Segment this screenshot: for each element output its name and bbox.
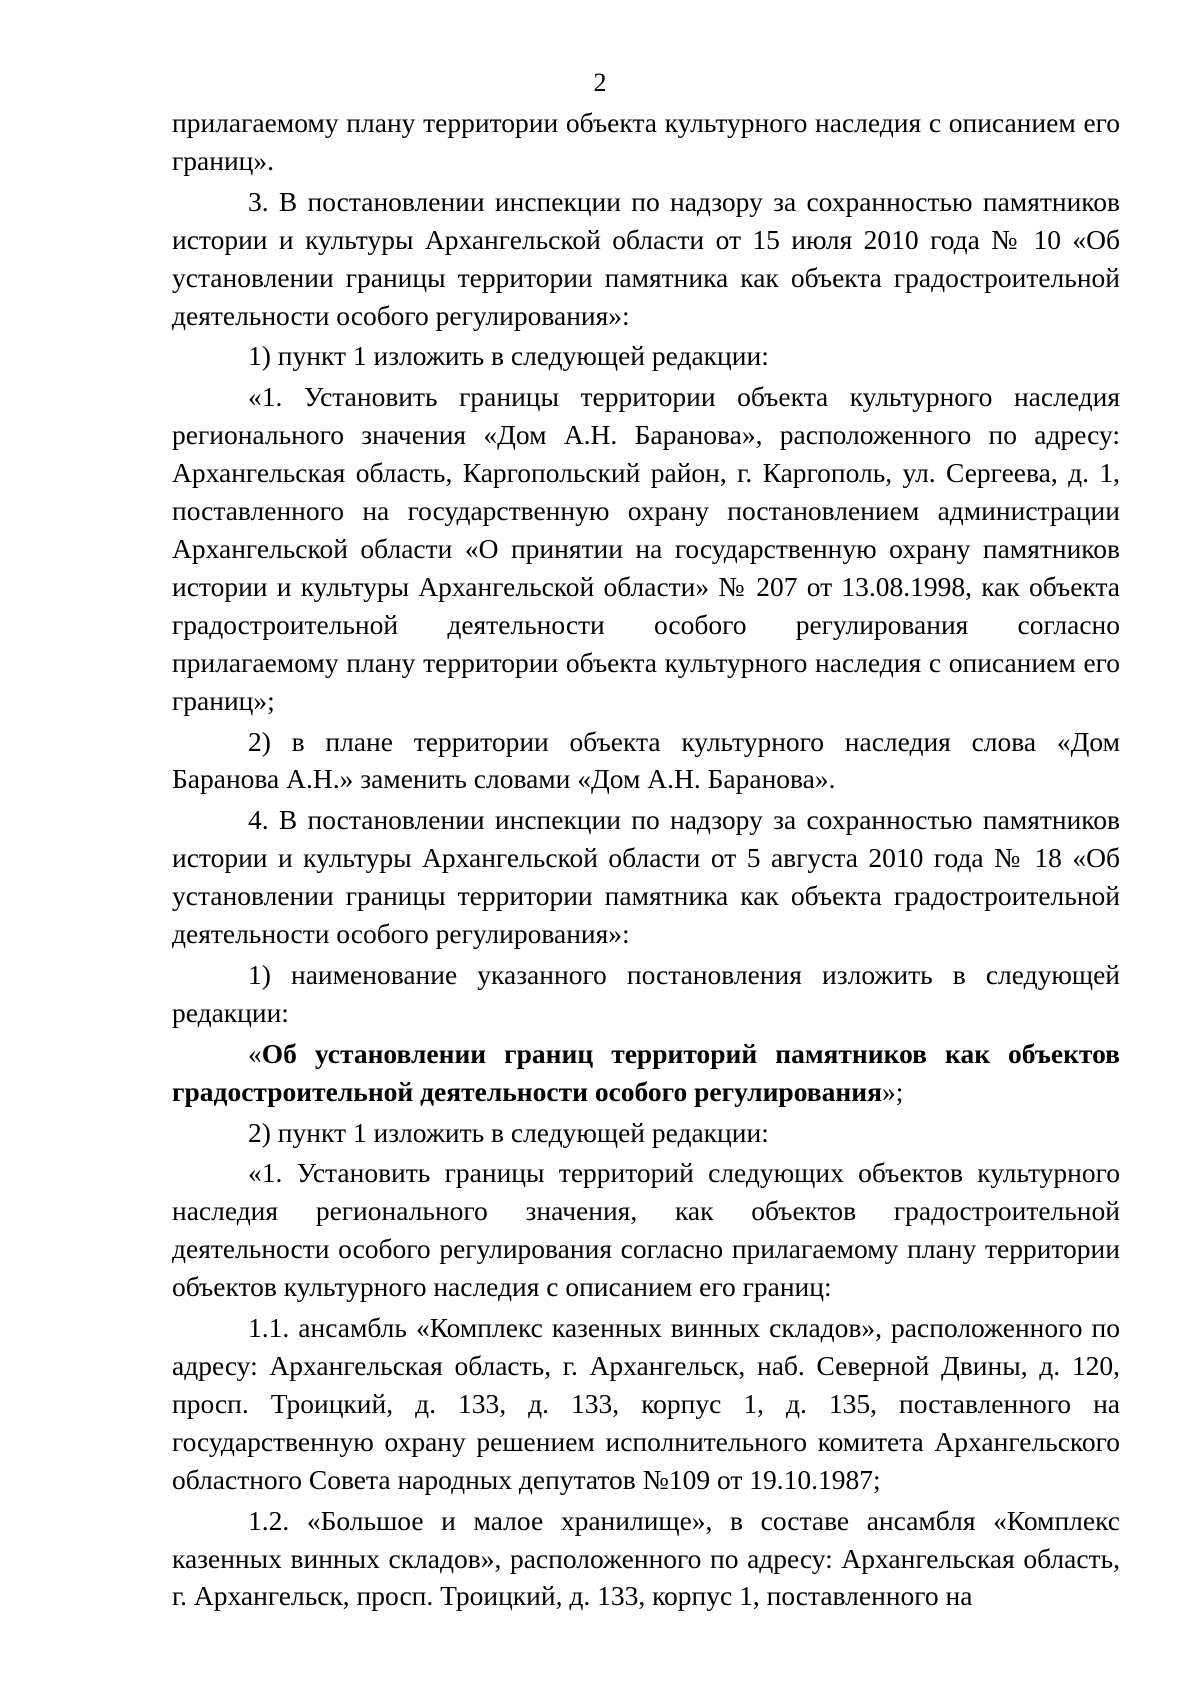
paragraph-item-3: 3. В постановлении инспекции по надзору за сохранностью памятников истории и культуры Архангельской области от 15 июля 2010 года № 10 «Об установлении границы территории памятника как объекта градостроительной деятельности особого регулирования»:: [172, 185, 1120, 331]
page-number: 2: [593, 68, 607, 97]
paragraph-subitem-3-2: 2) в плане территории объекта культурного наследия слова «Дом Баранова А.Н.» заменить словами «Дом А.Н. Баранова».: [172, 725, 1120, 795]
paragraph-quoted-point-1-new: «1. Установить границы территорий следующих объектов культурного наследия регионального значения, как объектов градостроительной деятельности особого регулирования согласно прилагаемому плану территории объектов культурного наследия с описанием его границ:: [172, 1157, 1120, 1303]
document-body: [172, 104, 1120, 1615]
paragraph-subitem-4-1: 1) наименование указанного постановления изложить в следующей редакции:: [172, 958, 1120, 1028]
paragraph-new-title: [172, 1035, 1120, 1111]
paragraph-subitem-3-1: 1) пункт 1 изложить в следующей редакции:: [248, 340, 769, 372]
paragraph-item-4: 4. В постановлении инспекции по надзору за сохранностью памятников истории и культуры Архангельской области от 5 августа 2010 года № 18 «Об установлении границы территории памятника как объекта градостроительной деятельности особого регулирования»:: [172, 804, 1120, 950]
bold-title-text: Об установлении границ территорий памятников как объектов градостроительной деятельности особого регулирования: [172, 1037, 1120, 1107]
paragraph-continuation: прилагаемому плану территории объекта культурного наследия с описанием его границ».: [172, 107, 1120, 176]
paragraph-subitem-4-2: 2) пункт 1 изложить в следующей редакции:: [248, 1116, 769, 1148]
paragraph-point-1-2: 1.2. «Большое и малое хранилище», в составе ансамбля «Комплекс казенных винных складов», расположенного по адресу: Архангельская область, г. Архангельск, просп. Троицкий, д. 133, корпус 1, поставленного на: [172, 1504, 1120, 1612]
close-quote: »;: [881, 1075, 904, 1107]
paragraph-quoted-point-1: «1. Установить границы территории объекта культурного наследия регионального значения «Дом А.Н. Баранова», расположенного по адресу: Архангельская область, Каргопольский район, г. Каргополь, ул. Сергеева, д. 1, поставленного на государственную охрану постановлением администрации Архангельской области «О принятии на государственную охрану памятников истории и культуры Архангельской области» № 207 от 13.08.1998, как объекта градостроительной деятельности особого регулирования согласно прилагаемому плану территории объекта культурного наследия с описанием его границ»;: [172, 381, 1120, 716]
paragraph-point-1-1: 1.1. ансамбль «Комплекс казенных винных складов», расположенного по адресу: Архангельская область, г. Архангельск, наб. Северной Двины, д. 120, просп. Троицкий, д. 133, д. 133, корпус 1, д. 135, поставленного на государственную охрану решением исполнительного комитета Архангельского областного Совета народных депутатов №109 от 19.10.1987;: [172, 1312, 1120, 1495]
open-quote: «: [248, 1037, 262, 1069]
